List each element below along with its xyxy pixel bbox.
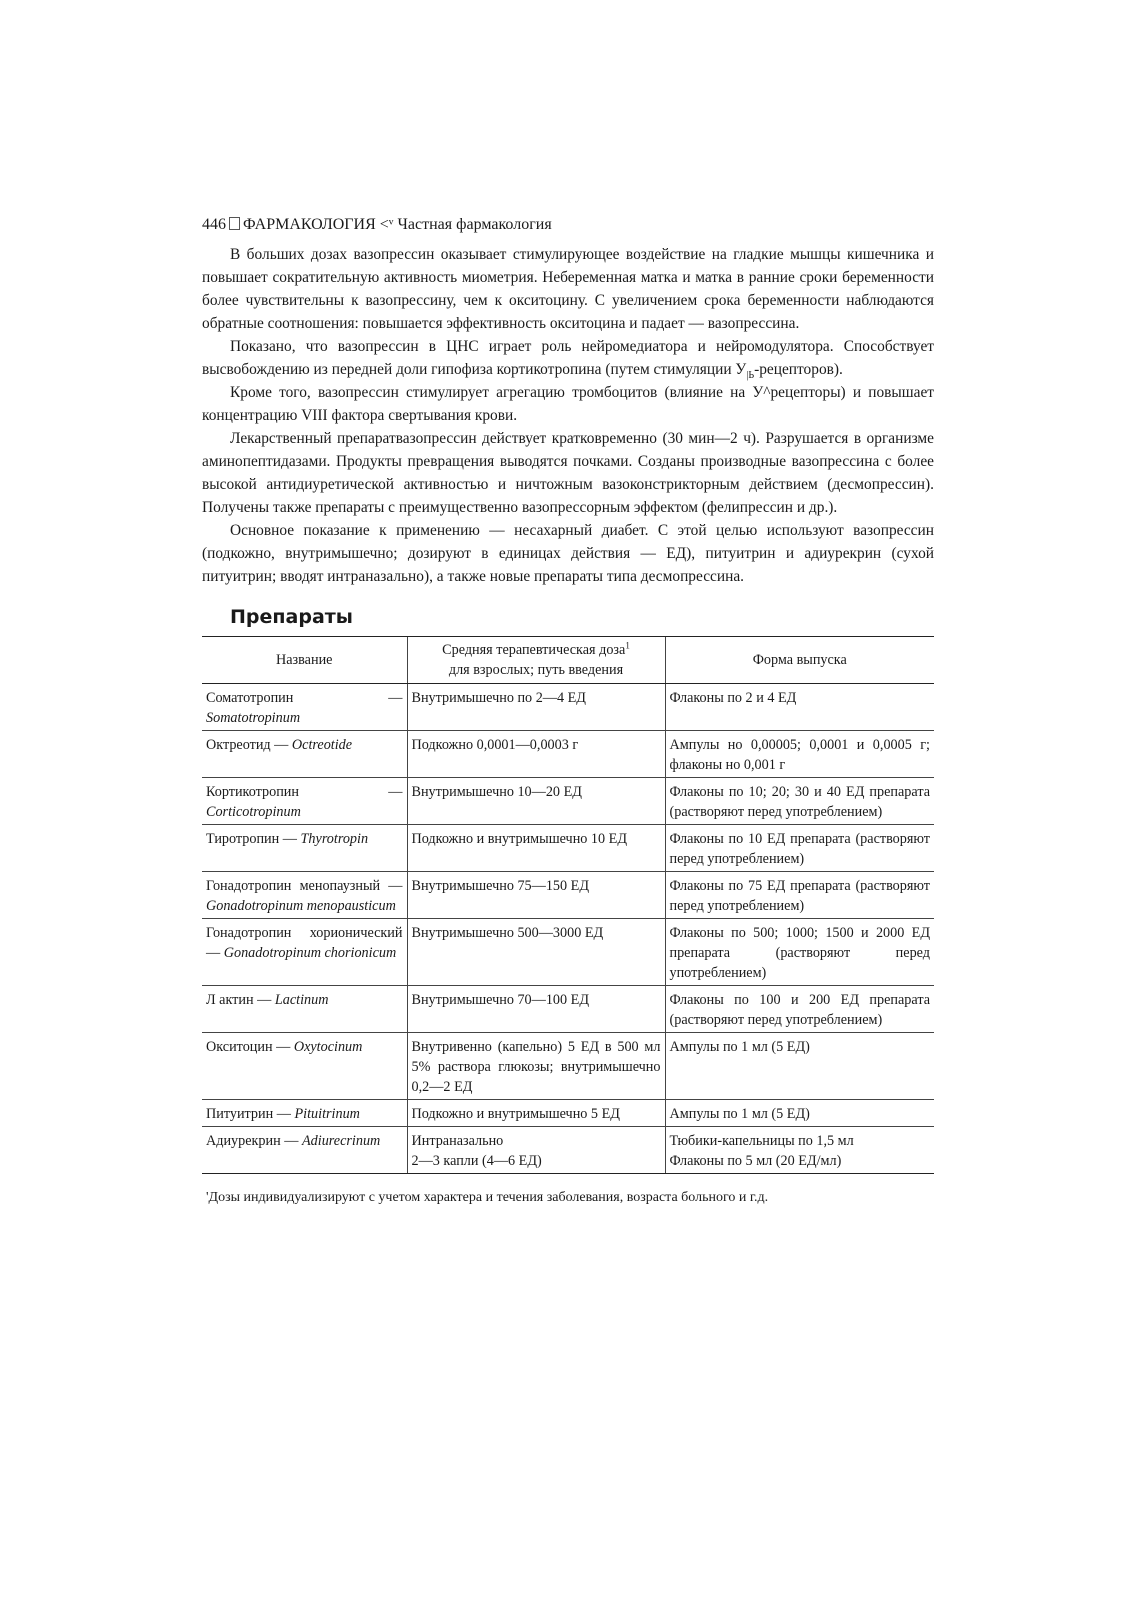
drug-name-ru: Гонадотропин менопаузный — xyxy=(206,878,403,894)
drug-name-latin: Somatotropinum xyxy=(206,710,301,726)
table-row xyxy=(202,731,934,778)
cell-form: Флаконы по 10 ЕД препарата (растворяют перед употреблением) xyxy=(665,825,934,872)
table-row xyxy=(202,1100,934,1127)
footnote: 'Дозы индивидуализируют с учетом характера и течения заболевания, возраста больного и г.д. xyxy=(206,1190,769,1205)
drug-name-latin: Gonadotropinum menopausticum xyxy=(206,898,396,914)
footnote-ref: 1 xyxy=(625,640,630,651)
paragraph: Кроме того, вазопрессин стимулирует агрегацию тромбоцитов (влияние на У^рецепторы) и повышает концентрацию VIII фактора свертывания крови. xyxy=(202,384,934,424)
cell-form: Флаконы по 2 и 4 ЕД xyxy=(665,684,934,731)
cell-form: Флаконы по 500; 1000; 1500 и 2000 ЕД препарата (растворяют перед употреблением) xyxy=(665,919,934,986)
cell-name xyxy=(202,872,407,919)
table-row xyxy=(202,986,934,1033)
cell-name xyxy=(202,778,407,825)
header-dose: Средняя терапевтическая доза$^1$ для взрослых; путь введения xyxy=(407,637,665,684)
running-head-section: ФАРМАКОЛОГИЯ <ᵛ Частная фармакология xyxy=(243,216,552,233)
cell-form: Флаконы по 10; 20; 30 и 40 ЕД препарата (растворяют перед употреблением) xyxy=(665,778,934,825)
drug-name-ru: Кортикотропин — xyxy=(206,784,403,800)
table-body xyxy=(202,684,934,1174)
table-row xyxy=(202,1127,934,1174)
subscript: |Ь xyxy=(746,370,755,382)
drug-name-ru: Окситоцин — xyxy=(206,1039,294,1055)
drugs-table xyxy=(202,636,934,1174)
cell-dose: Подкожно 0,0001—0,0003 г xyxy=(407,731,665,778)
cell-dose: Внутримышечно 10—20 ЕД xyxy=(407,778,665,825)
cell-form: Ампулы по 1 мл (5 ЕД) xyxy=(665,1100,934,1127)
cell-form: Флаконы по 75 ЕД препарата (растворяют перед употреблением) xyxy=(665,872,934,919)
drug-name-latin: Oxytocinum xyxy=(293,1039,363,1055)
cell-dose: Подкожно и внутримышечно 10 ЕД xyxy=(407,825,665,872)
drug-name-ru: Л актин — xyxy=(206,992,275,1008)
cell-dose: Внутривенно (капельно) 5 ЕД в 500 мл 5% раствора глюкозы; внутримышечно 0,2—2 ЕД xyxy=(407,1033,665,1100)
body-text xyxy=(202,243,934,588)
drug-name-ru: Питуитрин — xyxy=(206,1106,295,1122)
drug-name-latin: Gonadotropinum chorionicum xyxy=(223,945,397,961)
drug-name-latin: Thyrotropin xyxy=(300,831,369,847)
cell-dose: Внутримышечно по 2—4 ЕД xyxy=(407,684,665,731)
table-row xyxy=(202,919,934,986)
header-name: Название xyxy=(202,637,407,684)
paragraph: В больших дозах вазопрессин оказывает стимулирующее воздействие на гладкие мышцы кишечника и повышает сократительную активность миометрия. Небеременная матка и матка в ранние сроки беременности более чувствительны к вазопрессину, чем к окситоцину. С увеличением срока беременности наблюдаются обратные соотношения: повышается эффективность окситоцина и падает — вазопрессина. xyxy=(202,246,934,332)
box-glyph-icon xyxy=(229,217,240,230)
table-row xyxy=(202,684,934,731)
cell-form: Ампулы по 1 мл (5 ЕД) xyxy=(665,1033,934,1100)
cell-name xyxy=(202,919,407,986)
cell-name xyxy=(202,1127,407,1174)
cell-form: Тюбики-капельницы по 1,5 мл Флаконы по 5 мл (20 ЕД/мл) xyxy=(665,1127,934,1174)
paragraph: Основное показание к применению — несахарный диабет. С этой целью используют вазопрессин (подкожно, внутримышечно; дозируют в единицах действия — ЕД), питуитрин и адиурекрин (сухой питуитрин; вводят интраназально), а также новые препараты типа десмопрессина. xyxy=(202,522,934,585)
cell-name xyxy=(202,825,407,872)
cell-form: Ампулы но 0,00005; 0,0001 и 0,0005 г; флаконы но 0,001 г xyxy=(665,731,934,778)
cell-name xyxy=(202,684,407,731)
cell-dose: Внутримышечно 500—3000 ЕД xyxy=(407,919,665,986)
drug-name-latin: Corticotropinum xyxy=(206,804,301,820)
cell-dose: Интраназально 2—3 капли (4—6 ЕД) xyxy=(407,1127,665,1174)
cell-dose: Подкожно и внутримышечно 5 ЕД xyxy=(407,1100,665,1127)
paragraph: Лекарственный препаратвазопрессин действует кратковременно (30 мин—2 ч). Разрушается в организме аминопептидазами. Продукты превращения выводятся почками. Созданы производные вазопрессина с более высокой антидиуретической активностью и ничтожным вазоконстрикторным действием (десмопрессин). Получены также препараты с преимущественно вазопрессорным эффектом (фелипрессин и др.). xyxy=(202,430,934,516)
table-row xyxy=(202,872,934,919)
cell-name xyxy=(202,1100,407,1127)
cell-dose: Внутримышечно 70—100 ЕД xyxy=(407,986,665,1033)
drug-name-latin: Lactinum xyxy=(274,992,329,1008)
drug-name-latin: Adiurecrinum xyxy=(302,1133,381,1149)
paragraph: Показано, что вазопрессин в ЦНС играет роль нейромедиатора и нейромодулятора. Способствует высвобождению из передней доли гипофиза кортикотропина (путем стимуляции $У_{|Ь}-рецепторов$). xyxy=(202,338,934,382)
table-row xyxy=(202,1033,934,1100)
section-title: Препараты xyxy=(230,606,353,628)
cell-name xyxy=(202,1033,407,1100)
table-header-row xyxy=(202,637,934,684)
cell-name xyxy=(202,731,407,778)
table-row xyxy=(202,825,934,872)
running-head xyxy=(202,215,934,235)
cell-form: Флаконы по 100 и 200 ЕД препарата (растворяют перед употреблением) xyxy=(665,986,934,1033)
document-page xyxy=(202,215,934,1208)
drug-name-ru: Октреотид — xyxy=(206,737,292,753)
drug-name-ru: Тиротропин — xyxy=(206,831,301,847)
drug-name-ru: Гонадотропин хорионический — xyxy=(206,925,403,961)
cell-name xyxy=(202,986,407,1033)
drug-name-latin: Pituitrinum xyxy=(294,1106,360,1122)
page-number: 446 xyxy=(202,216,226,233)
drug-name-ru: Соматотропин — xyxy=(206,690,403,706)
cell-dose: Внутримышечно 75—150 ЕД xyxy=(407,872,665,919)
drug-name-latin: Octreotide xyxy=(291,737,353,753)
header-form: Форма выпуска xyxy=(665,637,934,684)
drug-name-ru: Адиурекрин — xyxy=(206,1133,302,1149)
table-row xyxy=(202,778,934,825)
